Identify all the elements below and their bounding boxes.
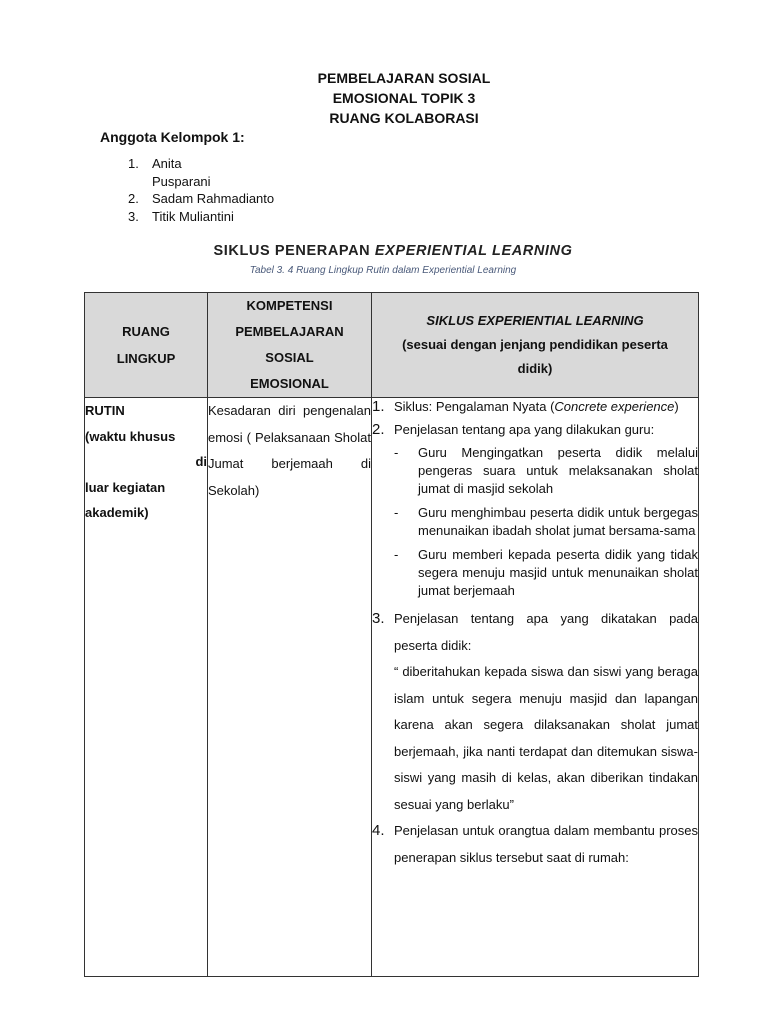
cell-ruang-lingkup xyxy=(85,398,208,977)
title-line-1: PEMBELAJARAN SOSIAL xyxy=(317,70,491,86)
header-siklus xyxy=(372,293,699,398)
dash-bullet: - xyxy=(394,547,399,562)
list-text-plain: Penjelasan tentang apa yang dikatakan pada peserta didik: xyxy=(394,611,698,653)
list-text-plain: Siklus: Pengalaman Nyata ( xyxy=(394,399,555,414)
list-text: Penjelasan tentang apa yang dilakukan guru: xyxy=(394,421,655,437)
header-label-rest: (sesuai dengan jenjang pendidikan peserta didik) xyxy=(402,337,668,376)
member-name: Titik Muliantini xyxy=(152,208,234,224)
section-title-italic: EXPERIENTIAL LEARNING xyxy=(374,243,573,259)
scope-line: di xyxy=(195,454,207,469)
list-number: 3. xyxy=(128,208,139,224)
sub-list-item xyxy=(372,546,698,600)
members-heading: Anggota Kelompok 1: xyxy=(100,129,245,145)
member-name: Sadam Rahmadianto xyxy=(152,191,275,206)
list-text: Penjelasan untuk orangtua dalam membantu proses penerapan siklus tersebut saat di rumah: xyxy=(394,823,698,865)
list-number: 1. xyxy=(128,156,139,171)
experiential-learning-table xyxy=(84,292,699,977)
list-item xyxy=(128,190,352,208)
list-number: 4. xyxy=(372,822,385,839)
sub-list-text: Guru Mengingatkan peserta didik melalui pengeras suara untuk melaksanakan sholat jumat di masjid sekolah xyxy=(418,445,698,496)
list-text-italic: Concrete experience xyxy=(554,399,675,414)
list-item xyxy=(372,421,698,445)
list-number: 3. xyxy=(372,610,385,627)
cell-siklus xyxy=(372,398,699,977)
scope-line: luar kegiatan xyxy=(85,479,166,495)
list-number: 2. xyxy=(372,420,385,438)
dash-bullet: - xyxy=(394,505,399,520)
sub-list-item xyxy=(372,504,698,540)
list-item xyxy=(372,398,698,421)
member-name: Anita Pusparani xyxy=(152,156,211,189)
table-header-row xyxy=(85,293,699,398)
dash-bullet: - xyxy=(394,445,399,460)
section-title xyxy=(0,243,768,259)
document-title xyxy=(0,68,768,128)
title-line-2: EMOSIONAL TOPIK 3 xyxy=(332,90,476,106)
scope-line: (waktu khusus xyxy=(85,428,176,444)
section-title-plain: SIKLUS PENERAPAN xyxy=(213,243,375,259)
header-label: RUANG LINGKUP xyxy=(116,324,176,366)
sub-list-text: Guru memberi kepada peserta didik yang tidak segera menuju masjid untuk menunaikan sholat jumat berjemaah xyxy=(418,547,698,598)
list-text-close: ) xyxy=(674,399,679,414)
sub-list-text: Guru menghimbau peserta didik untuk bergegas menunaikan ibadah sholat jumat bersama-sama xyxy=(418,505,698,538)
list-number: 2. xyxy=(128,191,139,206)
table-caption: Tabel 3. 4 Ruang Lingkup Rutin dalam Experiential Learning xyxy=(249,265,517,276)
header-label-group xyxy=(372,309,698,381)
members-list xyxy=(128,155,352,225)
list-item xyxy=(372,606,698,818)
header-ruang-lingkup xyxy=(85,293,208,398)
list-item xyxy=(372,818,698,871)
list-text xyxy=(394,398,698,416)
title-line-3: RUANG KOLABORASI xyxy=(329,110,479,126)
header-label: KOMPETENSI PEMBELAJARAN SOSIAL EMOSIONAL xyxy=(235,298,344,391)
header-kompetensi xyxy=(208,293,372,398)
cell-kompetensi: Kesadaran diri pengenalan emosi ( Pelaksanaan Sholat Jumat berjemaah di Sekolah) xyxy=(208,398,372,977)
scope-line: akademik) xyxy=(85,505,149,520)
list-item xyxy=(128,155,352,190)
list-item xyxy=(128,208,352,226)
list-number: 1. xyxy=(372,398,385,415)
list-text xyxy=(394,606,698,818)
table-row xyxy=(85,398,699,977)
quote-text: “ diberitahukan kepada siswa dan siswi yang beraga islam untuk segera menuju masjid dan lapangan karena akan segera dilaksanakan sholat jumat berjemaah, jika nanti terdapat dan ditemukan siswa-siswi yang masih di kelas, akan diberikan tindakan sesuai yang berlaku” xyxy=(394,664,698,812)
sub-list-item xyxy=(372,444,698,498)
scope-line: RUTIN xyxy=(85,403,125,418)
header-label-italic: SIKLUS EXPERIENTIAL LEARNING xyxy=(426,313,644,328)
